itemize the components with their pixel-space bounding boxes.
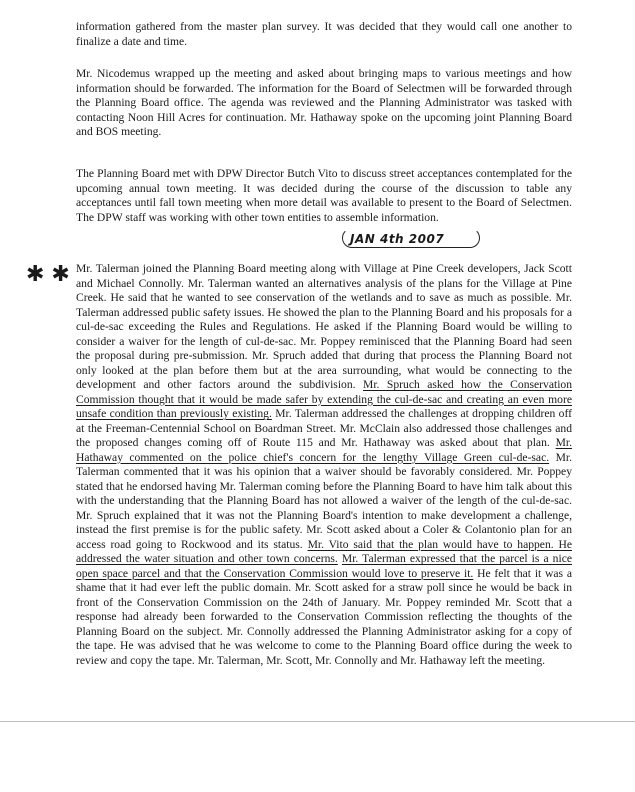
underlined-vito-statement: Mr. Vito said that the plan would have to happen. He addressed the water situation and other town concerns. — [76, 537, 572, 565]
talerman-text-1: Mr. Talerman joined the Planning Board meeting along with Village at Pine Creek developers, Jack Scott and Michael Connolly. Mr. Talerman wanted an alternatives analysis of the plans for the Village at Pine Creek. He said that he wanted to see conservation of the wetlands and to save as much as possible. Mr. Talerman addressed public safety issues. He showed the plan to the Planning Board and his proposals for a cul-de-sac exceeding the Rules and Regulations. He asked if the Planning Board would be willing to consider a waiver for the length of cul-de-sac. Mr. Poppey reminisced that the Planning Board had seen the proposal during pre-submission. Mr. Spruch added that during that process the Planning Board not only looked at the plan before them but at the area surrounding, what would be connecting to the development and other factors around the subdivision. — [76, 262, 572, 391]
paragraph-nicodemus: Mr. Nicodemus wrapped up the meeting and asked about bringing maps to various meetings and how information should be forwarded. The information for the Board of Selectmen will be forwarded through the Planning Board office. The agenda was reviewed and the Planning Administrator was tasked with contacting Noon Hill Acres for continuation. Mr. Hathaway spoke on the upcoming joint Planning Board and BOS meeting. — [76, 67, 572, 138]
talerman-text-4: He felt that it was a shame that it had ever left the public domain. Mr. Scott asked for a straw poll since he would be back in front of the Conservation Commission on the 24th of January. Mr. Poppey reminded Mr. Scott that a response had already been forwarded to the Conservation Commission reflecting the thoughts of the Planning Board on the subject. Mr. Connolly addressed the Planning Administrator asking for a copy of the tape. He was advised that he was welcome to come to the Planning Board office during the week to review and copy the tape. Mr. Talerman, Mr. Scott, Mr. Connolly and Mr. Hathaway left the meeting. — [76, 566, 572, 667]
talerman-text-3: Mr. Talerman commented that it was his opinion that a waiver should be favorably considered. Mr. Poppey stated that he endorsed having Mr. Talerman coming before the Planning Board to have him talk about this with the understanding that the Planning Board has not allowed a waiver of the length of the cul-de-sac. Mr. Spruch explained that it was not the Planning Board's intention to make development a challenge, instead the first premise is for the public safety. Mr. Scott asked about a Coler & Colantonio plan for an access road going to Rockwood and its status. — [76, 450, 572, 551]
underlined-talerman-open-space: Mr. Talerman expressed that the parcel is a nice open space parcel and that the Conservation Commission would love to preserve it. — [76, 552, 572, 580]
underlined-hathaway-comment: Mr. Hathaway commented on the police chief's concern for the lengthy Village Green cul-de-sac. — [76, 436, 572, 464]
handwritten-date-note: JAN 4th 2007 — [350, 232, 445, 246]
underlined-spruch-question: Mr. Spruch asked how the Conservation Commission thought that it would be made safer by extending the cul-de-sac and creating an even more unsafe condition than previously existing. — [76, 378, 573, 420]
paragraph-master-plan: information gathered from the master plan survey. It was decided that they would call one another to finalize a date and time. — [76, 20, 572, 48]
talerman-text-2: Mr. Talerman addressed the challenges at dropping children off at the Freeman-Centennial School on Boardman Street. Mr. McClain also addressed those challenges and the proposed changes coming off of Route 115 and Mr. Hathaway was asked about that plan. — [76, 407, 572, 449]
paragraph-talerman — [76, 262, 572, 668]
margin-star-marks: ✱ ✱ — [26, 262, 70, 287]
paragraph-dpw-vito: The Planning Board met with DPW Director Butch Vito to discuss street acceptances contemplated for the upcoming annual town meeting. It was decided during the course of the discussion to table any acceptances until fall town meeting when more detail was available to present to the Board of Selectmen. The DPW staff was working with other town entities to assemble information. — [76, 167, 572, 224]
scan-fold-line — [0, 721, 635, 722]
